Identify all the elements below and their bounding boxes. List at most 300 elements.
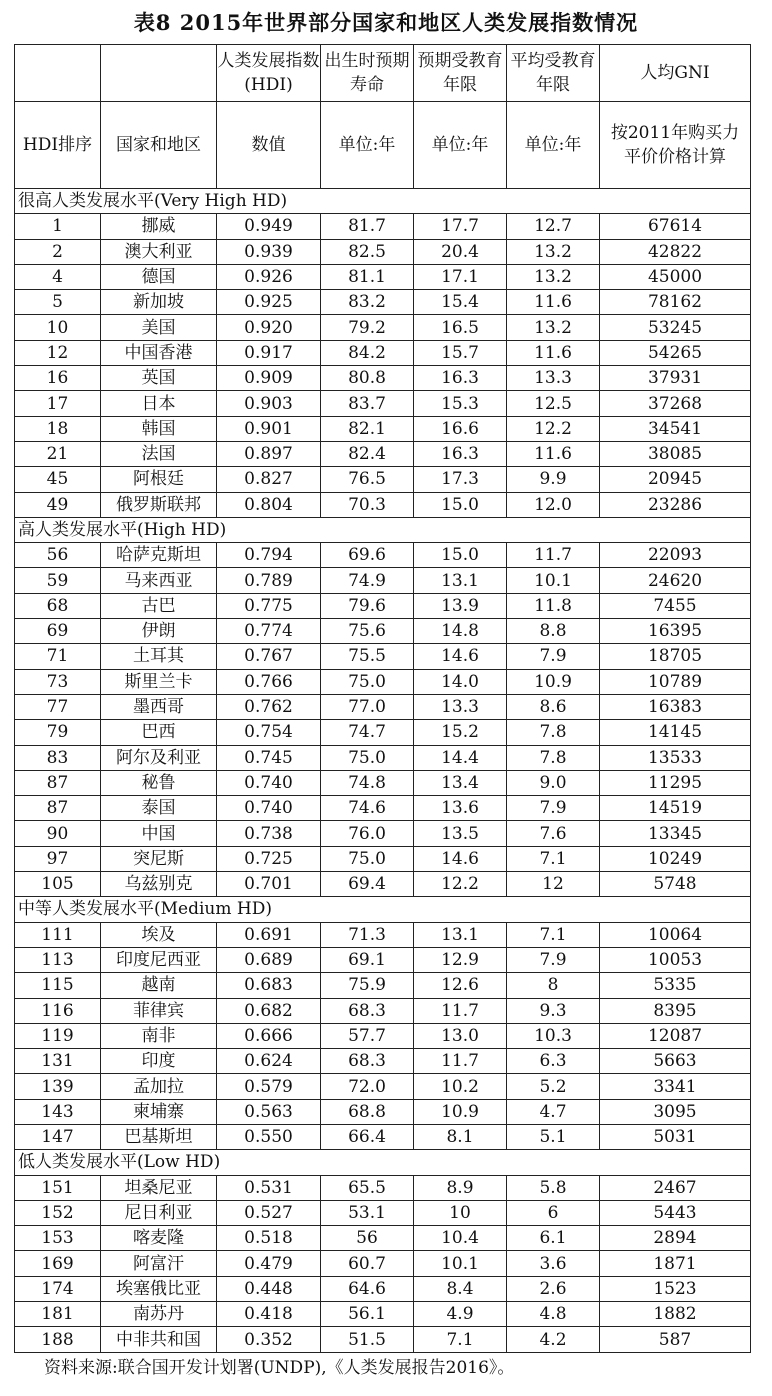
rank-cell: 115: [15, 973, 101, 998]
table-row: [15, 467, 751, 492]
mean-education-cell: 11.6: [507, 441, 600, 466]
hdi-value-cell: 0.448: [217, 1276, 321, 1301]
hdi-value-cell: 0.754: [217, 720, 321, 745]
hdi-value-cell: 0.738: [217, 821, 321, 846]
table-row: [15, 1124, 751, 1149]
life-expectancy-cell: 76.0: [321, 821, 414, 846]
mean-education-cell: 11.8: [507, 593, 600, 618]
mean-education-cell: 10.9: [507, 669, 600, 694]
hdi-value-cell: 0.901: [217, 416, 321, 441]
rank-cell: 10: [15, 315, 101, 340]
rank-cell: 169: [15, 1251, 101, 1276]
life-expectancy-cell: 57.7: [321, 1023, 414, 1048]
country-cell: 中国: [101, 821, 217, 846]
country-cell: 阿根廷: [101, 467, 217, 492]
mean-education-cell: 6: [507, 1200, 600, 1225]
rank-cell: 97: [15, 846, 101, 871]
country-cell: 中国香港: [101, 340, 217, 365]
expected-education-cell: 12.6: [414, 973, 507, 998]
expected-education-cell: 11.7: [414, 998, 507, 1023]
table-row: [15, 1302, 751, 1327]
mean-education-cell: 11.6: [507, 340, 600, 365]
mean-education-cell: 6.1: [507, 1226, 600, 1251]
expected-education-cell: 15.7: [414, 340, 507, 365]
header-unit-life: 单位:年: [321, 102, 414, 189]
table-row: [15, 1327, 751, 1352]
country-cell: 哈萨克斯坦: [101, 543, 217, 568]
mean-education-cell: 8.6: [507, 694, 600, 719]
hdi-value-cell: 0.789: [217, 568, 321, 593]
gni-cell: 23286: [600, 492, 751, 517]
life-expectancy-cell: 75.0: [321, 745, 414, 770]
expected-education-cell: 8.9: [414, 1175, 507, 1200]
hdi-value-cell: 0.949: [217, 214, 321, 239]
life-expectancy-cell: 75.5: [321, 644, 414, 669]
expected-education-cell: 12.9: [414, 947, 507, 972]
life-expectancy-cell: 51.5: [321, 1327, 414, 1352]
header-country: 国家和地区: [101, 102, 217, 189]
table-row: [15, 1251, 751, 1276]
gni-cell: 42822: [600, 239, 751, 264]
table-row: [15, 694, 751, 719]
life-expectancy-cell: 74.8: [321, 770, 414, 795]
gni-cell: 16395: [600, 619, 751, 644]
hdi-value-cell: 0.479: [217, 1251, 321, 1276]
mean-education-cell: 12.7: [507, 214, 600, 239]
country-cell: 墨西哥: [101, 694, 217, 719]
life-expectancy-cell: 65.5: [321, 1175, 414, 1200]
table-row: [15, 315, 751, 340]
header-row-top: [15, 45, 751, 102]
mean-education-cell: 5.1: [507, 1124, 600, 1149]
country-cell: 柬埔寨: [101, 1099, 217, 1124]
gni-cell: 22093: [600, 543, 751, 568]
rank-cell: 119: [15, 1023, 101, 1048]
life-expectancy-cell: 82.1: [321, 416, 414, 441]
gni-cell: 5031: [600, 1124, 751, 1149]
header-unit-mean: 单位:年: [507, 102, 600, 189]
hdi-value-cell: 0.666: [217, 1023, 321, 1048]
life-expectancy-cell: 71.3: [321, 922, 414, 947]
country-cell: 土耳其: [101, 644, 217, 669]
gni-cell: 5335: [600, 973, 751, 998]
hdi-value-cell: 0.701: [217, 872, 321, 897]
hdi-value-cell: 0.925: [217, 290, 321, 315]
table-row: [15, 1175, 751, 1200]
table-row: [15, 720, 751, 745]
country-cell: 巴基斯坦: [101, 1124, 217, 1149]
table-row: [15, 391, 751, 416]
mean-education-cell: 9.3: [507, 998, 600, 1023]
gni-cell: 5748: [600, 872, 751, 897]
table-row: [15, 441, 751, 466]
table-row: [15, 1276, 751, 1301]
rank-cell: 153: [15, 1226, 101, 1251]
hdi-value-cell: 0.897: [217, 441, 321, 466]
expected-education-cell: 14.6: [414, 846, 507, 871]
hdi-value-cell: 0.531: [217, 1175, 321, 1200]
country-cell: 越南: [101, 973, 217, 998]
mean-education-cell: 7.1: [507, 846, 600, 871]
table-row: [15, 290, 751, 315]
group-row: [15, 897, 751, 922]
expected-education-cell: 15.2: [414, 720, 507, 745]
gni-cell: 53245: [600, 315, 751, 340]
gni-cell: 10053: [600, 947, 751, 972]
country-cell: 英国: [101, 366, 217, 391]
gni-cell: 10789: [600, 669, 751, 694]
life-expectancy-cell: 83.2: [321, 290, 414, 315]
rank-cell: 59: [15, 568, 101, 593]
hdi-value-cell: 0.794: [217, 543, 321, 568]
life-expectancy-cell: 81.7: [321, 214, 414, 239]
rank-cell: 87: [15, 770, 101, 795]
country-cell: 坦桑尼亚: [101, 1175, 217, 1200]
hdi-value-cell: 0.917: [217, 340, 321, 365]
country-cell: 中非共和国: [101, 1327, 217, 1352]
mean-education-cell: 8: [507, 973, 600, 998]
expected-education-cell: 16.3: [414, 366, 507, 391]
expected-education-cell: 14.6: [414, 644, 507, 669]
header-mean-education: 平均受教育年限: [507, 45, 600, 102]
rank-cell: 188: [15, 1327, 101, 1352]
gni-cell: 11295: [600, 770, 751, 795]
gni-cell: 2467: [600, 1175, 751, 1200]
rank-cell: 77: [15, 694, 101, 719]
gni-cell: 7455: [600, 593, 751, 618]
country-cell: 阿尔及利亚: [101, 745, 217, 770]
table-row: [15, 644, 751, 669]
rank-cell: 5: [15, 290, 101, 315]
header-expected-education: 预期受教育年限: [414, 45, 507, 102]
table-body: [15, 189, 751, 1353]
gni-cell: 3095: [600, 1099, 751, 1124]
table-row: [15, 1226, 751, 1251]
life-expectancy-cell: 70.3: [321, 492, 414, 517]
mean-education-cell: 13.2: [507, 264, 600, 289]
life-expectancy-cell: 75.0: [321, 669, 414, 694]
expected-education-cell: 10.2: [414, 1074, 507, 1099]
mean-education-cell: 4.8: [507, 1302, 600, 1327]
mean-education-cell: 7.9: [507, 644, 600, 669]
expected-education-cell: 20.4: [414, 239, 507, 264]
country-cell: 秘鲁: [101, 770, 217, 795]
country-cell: 乌兹别克: [101, 872, 217, 897]
expected-education-cell: 8.4: [414, 1276, 507, 1301]
table-row: [15, 568, 751, 593]
expected-education-cell: 10.9: [414, 1099, 507, 1124]
group-label: 高人类发展水平(High HD): [15, 517, 751, 542]
country-cell: 伊朗: [101, 619, 217, 644]
mean-education-cell: 9.9: [507, 467, 600, 492]
hdi-value-cell: 0.683: [217, 973, 321, 998]
expected-education-cell: 15.0: [414, 543, 507, 568]
country-cell: 泰国: [101, 796, 217, 821]
mean-education-cell: 7.8: [507, 720, 600, 745]
mean-education-cell: 5.8: [507, 1175, 600, 1200]
expected-education-cell: 14.8: [414, 619, 507, 644]
rank-cell: 21: [15, 441, 101, 466]
gni-cell: 24620: [600, 568, 751, 593]
mean-education-cell: 4.2: [507, 1327, 600, 1352]
hdi-value-cell: 0.579: [217, 1074, 321, 1099]
table-row: [15, 619, 751, 644]
expected-education-cell: 13.3: [414, 694, 507, 719]
header-unit-expected: 单位:年: [414, 102, 507, 189]
gni-cell: 14145: [600, 720, 751, 745]
rank-cell: 174: [15, 1276, 101, 1301]
gni-cell: 38085: [600, 441, 751, 466]
rank-cell: 12: [15, 340, 101, 365]
life-expectancy-cell: 60.7: [321, 1251, 414, 1276]
gni-cell: 78162: [600, 290, 751, 315]
mean-education-cell: 7.1: [507, 922, 600, 947]
expected-education-cell: 14.0: [414, 669, 507, 694]
expected-education-cell: 4.9: [414, 1302, 507, 1327]
hdi-value-cell: 0.550: [217, 1124, 321, 1149]
group-label: 中等人类发展水平(Medium HD): [15, 897, 751, 922]
expected-education-cell: 13.1: [414, 922, 507, 947]
table-row: [15, 239, 751, 264]
rank-cell: 147: [15, 1124, 101, 1149]
country-cell: 日本: [101, 391, 217, 416]
table-row: [15, 846, 751, 871]
group-row: [15, 1150, 751, 1175]
rank-cell: 18: [15, 416, 101, 441]
mean-education-cell: 12.2: [507, 416, 600, 441]
expected-education-cell: 17.3: [414, 467, 507, 492]
expected-education-cell: 17.1: [414, 264, 507, 289]
hdi-value-cell: 0.775: [217, 593, 321, 618]
hdi-value-cell: 0.740: [217, 796, 321, 821]
gni-cell: 2894: [600, 1226, 751, 1251]
life-expectancy-cell: 81.1: [321, 264, 414, 289]
hdi-value-cell: 0.909: [217, 366, 321, 391]
mean-education-cell: 13.3: [507, 366, 600, 391]
hdi-value-cell: 0.766: [217, 669, 321, 694]
expected-education-cell: 13.9: [414, 593, 507, 618]
expected-education-cell: 8.1: [414, 1124, 507, 1149]
mean-education-cell: 6.3: [507, 1049, 600, 1074]
mean-education-cell: 7.9: [507, 796, 600, 821]
rank-cell: 111: [15, 922, 101, 947]
expected-education-cell: 17.7: [414, 214, 507, 239]
hdi-value-cell: 0.939: [217, 239, 321, 264]
expected-education-cell: 13.5: [414, 821, 507, 846]
rank-cell: 79: [15, 720, 101, 745]
hdi-value-cell: 0.740: [217, 770, 321, 795]
country-cell: 古巴: [101, 593, 217, 618]
hdi-value-cell: 0.418: [217, 1302, 321, 1327]
gni-cell: 5443: [600, 1200, 751, 1225]
hdi-value-cell: 0.563: [217, 1099, 321, 1124]
life-expectancy-cell: 68.3: [321, 1049, 414, 1074]
group-label: 很高人类发展水平(Very High HD): [15, 189, 751, 214]
expected-education-cell: 13.1: [414, 568, 507, 593]
country-cell: 新加坡: [101, 290, 217, 315]
gni-cell: 587: [600, 1327, 751, 1352]
rank-cell: 113: [15, 947, 101, 972]
table-row: [15, 796, 751, 821]
table-row: [15, 947, 751, 972]
rank-cell: 16: [15, 366, 101, 391]
rank-cell: 90: [15, 821, 101, 846]
table-row: [15, 745, 751, 770]
life-expectancy-cell: 64.6: [321, 1276, 414, 1301]
header-row-units: [15, 102, 751, 189]
rank-cell: 69: [15, 619, 101, 644]
country-cell: 喀麦隆: [101, 1226, 217, 1251]
gni-cell: 1523: [600, 1276, 751, 1301]
table-row: [15, 973, 751, 998]
life-expectancy-cell: 74.6: [321, 796, 414, 821]
table-row: [15, 1099, 751, 1124]
rank-cell: 152: [15, 1200, 101, 1225]
gni-cell: 1871: [600, 1251, 751, 1276]
life-expectancy-cell: 80.8: [321, 366, 414, 391]
life-expectancy-cell: 68.8: [321, 1099, 414, 1124]
mean-education-cell: 8.8: [507, 619, 600, 644]
mean-education-cell: 11.6: [507, 290, 600, 315]
mean-education-cell: 7.6: [507, 821, 600, 846]
table-row: [15, 1074, 751, 1099]
country-cell: 印度尼西亚: [101, 947, 217, 972]
hdi-value-cell: 0.767: [217, 644, 321, 669]
gni-cell: 37268: [600, 391, 751, 416]
table-row: [15, 543, 751, 568]
mean-education-cell: 13.2: [507, 315, 600, 340]
hdi-value-cell: 0.518: [217, 1226, 321, 1251]
table-header: [15, 45, 751, 189]
mean-education-cell: 4.7: [507, 1099, 600, 1124]
table-row: [15, 669, 751, 694]
expected-education-cell: 7.1: [414, 1327, 507, 1352]
life-expectancy-cell: 82.4: [321, 441, 414, 466]
country-cell: 南苏丹: [101, 1302, 217, 1327]
gni-cell: 8395: [600, 998, 751, 1023]
table-row: [15, 1049, 751, 1074]
rank-cell: 4: [15, 264, 101, 289]
life-expectancy-cell: 75.6: [321, 619, 414, 644]
life-expectancy-cell: 69.1: [321, 947, 414, 972]
country-cell: 挪威: [101, 214, 217, 239]
mean-education-cell: 12.0: [507, 492, 600, 517]
expected-education-cell: 10.1: [414, 1251, 507, 1276]
table-row: [15, 492, 751, 517]
rank-cell: 181: [15, 1302, 101, 1327]
life-expectancy-cell: 74.9: [321, 568, 414, 593]
table-row: [15, 366, 751, 391]
expected-education-cell: 15.0: [414, 492, 507, 517]
life-expectancy-cell: 72.0: [321, 1074, 414, 1099]
mean-education-cell: 7.8: [507, 745, 600, 770]
gni-cell: 16383: [600, 694, 751, 719]
expected-education-cell: 14.4: [414, 745, 507, 770]
table-row: [15, 998, 751, 1023]
expected-education-cell: 11.7: [414, 1049, 507, 1074]
rank-cell: 73: [15, 669, 101, 694]
mean-education-cell: 13.2: [507, 239, 600, 264]
country-cell: 法国: [101, 441, 217, 466]
rank-cell: 1: [15, 214, 101, 239]
hdi-value-cell: 0.527: [217, 1200, 321, 1225]
gni-cell: 67614: [600, 214, 751, 239]
group-row: [15, 517, 751, 542]
rank-cell: 2: [15, 239, 101, 264]
header-empty-country: [101, 45, 217, 102]
table-row: [15, 770, 751, 795]
expected-education-cell: 12.2: [414, 872, 507, 897]
country-cell: 马来西亚: [101, 568, 217, 593]
hdi-value-cell: 0.725: [217, 846, 321, 871]
mean-education-cell: 12.5: [507, 391, 600, 416]
country-cell: 澳大利亚: [101, 239, 217, 264]
country-cell: 菲律宾: [101, 998, 217, 1023]
country-cell: 孟加拉: [101, 1074, 217, 1099]
country-cell: 巴西: [101, 720, 217, 745]
hdi-value-cell: 0.624: [217, 1049, 321, 1074]
country-cell: 德国: [101, 264, 217, 289]
gni-cell: 54265: [600, 340, 751, 365]
rank-cell: 143: [15, 1099, 101, 1124]
hdi-value-cell: 0.903: [217, 391, 321, 416]
hdi-value-cell: 0.745: [217, 745, 321, 770]
table-title: 表8 2015年世界部分国家和地区人类发展指数情况: [133, 10, 639, 35]
life-expectancy-cell: 75.9: [321, 973, 414, 998]
rank-cell: 116: [15, 998, 101, 1023]
table-row: [15, 821, 751, 846]
life-expectancy-cell: 82.5: [321, 239, 414, 264]
hdi-table: [14, 44, 751, 1353]
gni-cell: 12087: [600, 1023, 751, 1048]
life-expectancy-cell: 56.1: [321, 1302, 414, 1327]
life-expectancy-cell: 76.5: [321, 467, 414, 492]
hdi-value-cell: 0.827: [217, 467, 321, 492]
life-expectancy-cell: 53.1: [321, 1200, 414, 1225]
hdi-value-cell: 0.920: [217, 315, 321, 340]
gni-cell: 18705: [600, 644, 751, 669]
hdi-value-cell: 0.691: [217, 922, 321, 947]
gni-cell: 13533: [600, 745, 751, 770]
header-life-expectancy: 出生时预期寿命: [321, 45, 414, 102]
mean-education-cell: 7.9: [507, 947, 600, 972]
rank-cell: 131: [15, 1049, 101, 1074]
hdi-value-cell: 0.926: [217, 264, 321, 289]
rank-cell: 71: [15, 644, 101, 669]
country-cell: 俄罗斯联邦: [101, 492, 217, 517]
hdi-value-cell: 0.689: [217, 947, 321, 972]
country-cell: 埃及: [101, 922, 217, 947]
mean-education-cell: 12: [507, 872, 600, 897]
expected-education-cell: 16.6: [414, 416, 507, 441]
country-cell: 埃塞俄比亚: [101, 1276, 217, 1301]
mean-education-cell: 3.6: [507, 1251, 600, 1276]
group-row: [15, 189, 751, 214]
table-row: [15, 340, 751, 365]
life-expectancy-cell: 68.3: [321, 998, 414, 1023]
gni-cell: 1882: [600, 1302, 751, 1327]
mean-education-cell: 2.6: [507, 1276, 600, 1301]
country-cell: 斯里兰卡: [101, 669, 217, 694]
header-empty-rank: [15, 45, 101, 102]
rank-cell: 68: [15, 593, 101, 618]
rank-cell: 49: [15, 492, 101, 517]
hdi-value-cell: 0.682: [217, 998, 321, 1023]
gni-cell: 13345: [600, 821, 751, 846]
life-expectancy-cell: 69.6: [321, 543, 414, 568]
life-expectancy-cell: 69.4: [321, 872, 414, 897]
table-row: [15, 593, 751, 618]
